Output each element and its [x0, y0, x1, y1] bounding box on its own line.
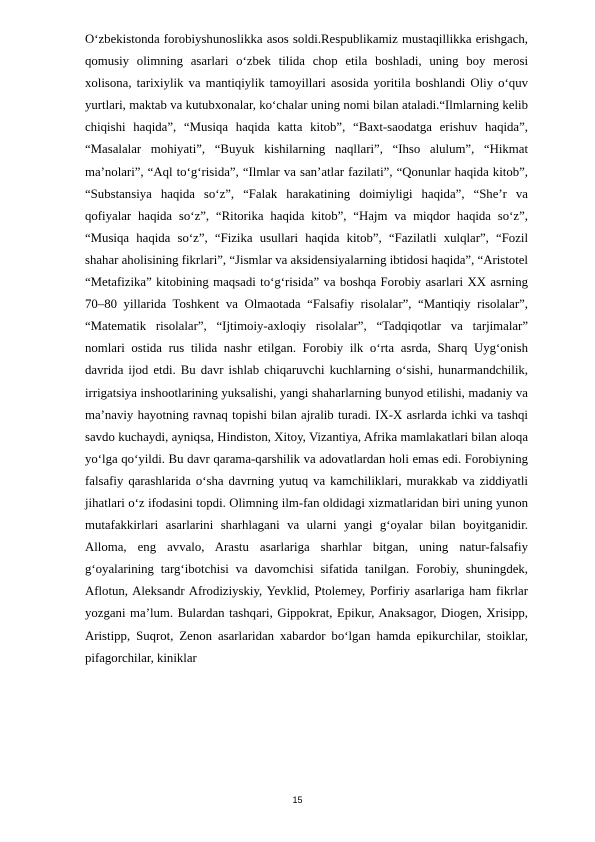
- page-number: 15: [292, 795, 303, 805]
- body-paragraph: O‘zbekistonda forobiyshunoslikka asos soldi.Respublikamiz mustaqillikka erishgach, qomusiy olimning asarlari o‘zbek tilida chop etila boshladi, uning boy merosi xolisona, tarixiylik va mantiqiylik tamoyillari asosida yoritila boshlandi Oliy o‘quv yurtlari, maktab va kutubxonalar, ko‘chalar uning nomi bilan ataladi.“Ilmlarning kelib chiqishi haqida”, “Musiqa haqida katta kitob”, “Baxt-saodatga erishuv haqida”, “Masalalar mohiyati”, “Buyuk kishilarning naqllari”, “Ihso alulum”, “Hikmat ma’nolari”, “Aql to‘g‘risida”, “Ilmlar va san’atlar fazilati”, “Qonunlar haqida kitob”, “Substansiya haqida so‘z”, “Falak harakatining doimiyligi haqida”, “She’r va qofiyalar haqida so‘z”, “Ritorika haqida kitob”, “Hajm va miqdor haqida so‘z”, “Musiqa haqida so‘z”, “Fizika usullari haqida kitob”, “Fazilatli xulqlar”, “Fozil shahar aholisining fikrlari”, “Jismlar va aksidensiyalarning ibtidosi haqida”, “Aristotel “Metafizika” kitobining maqsadi to‘g‘risida” va boshqa Forobiy asarlari XX asrning 70–80 yillarida Toshkent va Olmaotada “Falsafiy risolalar”, “Mantiqiy risolalar”, “Matematik risolalar”, “Ijtimoiy-axloqiy risolalar”, “Tadqiqotlar va tarjimalar” nomlari ostida rus tilida nashr etilgan. Forobiy ilk o‘rta asrda, Sharq Uyg‘onish davrida ijod etdi. Bu davr ishlab chiqaruvchi kuchlarning o‘sishi, hunarmandchilik, irrigatsiya inshootlarining yuksalishi, yangi shaharlarning bunyod etilishi, madaniy va ma’naviy hayotning ravnaq topishi bilan ajralib turadi. IX-X asrlarda ichki va tashqi savdo kuchaydi, ayniqsa, Hindiston, Xitoy, Vizantiya, Afrika mamlakatlari bilan aloqa yo‘lga qo‘yildi. Bu davr qarama-qarshilik va adovatlardan holi emas edi. Forobiyning falsafiy qarashlarida o‘sha davrning yutuq va kamchiliklari, murakkab va ziddiyatli jihatlari o‘z ifodasini topdi. Olimning ilm-fan oldidagi xizmatlaridan biri uning yunon mutafakkirlari asarlarini sharhlagani va ularni yangi g‘oyalar bilan boyitganidir. Alloma, eng avvalo, Arastu asarlariga sharhlar bitgan, uning natur-falsafiy g‘oyalarining targ‘ibotchisi va davomchisi sifatida tanilgan. Forobiy, shuningdek, Aflotun, Aleksandr Afrodiziyskiy, Yevklid, Ptolemey, Porfiriy asarlariga ham fikrlar yozgani ma’lum. Bulardan tashqari, Gippokrat, Epikur, Anaksagor, Diogen, Xrisipp, Aristipp, Suqrot, Zenon asarlaridan xabardor bo‘lgan hamda epikurchilar, stoiklar, pifagorchilar, kiniklar: [85, 32, 528, 665]
